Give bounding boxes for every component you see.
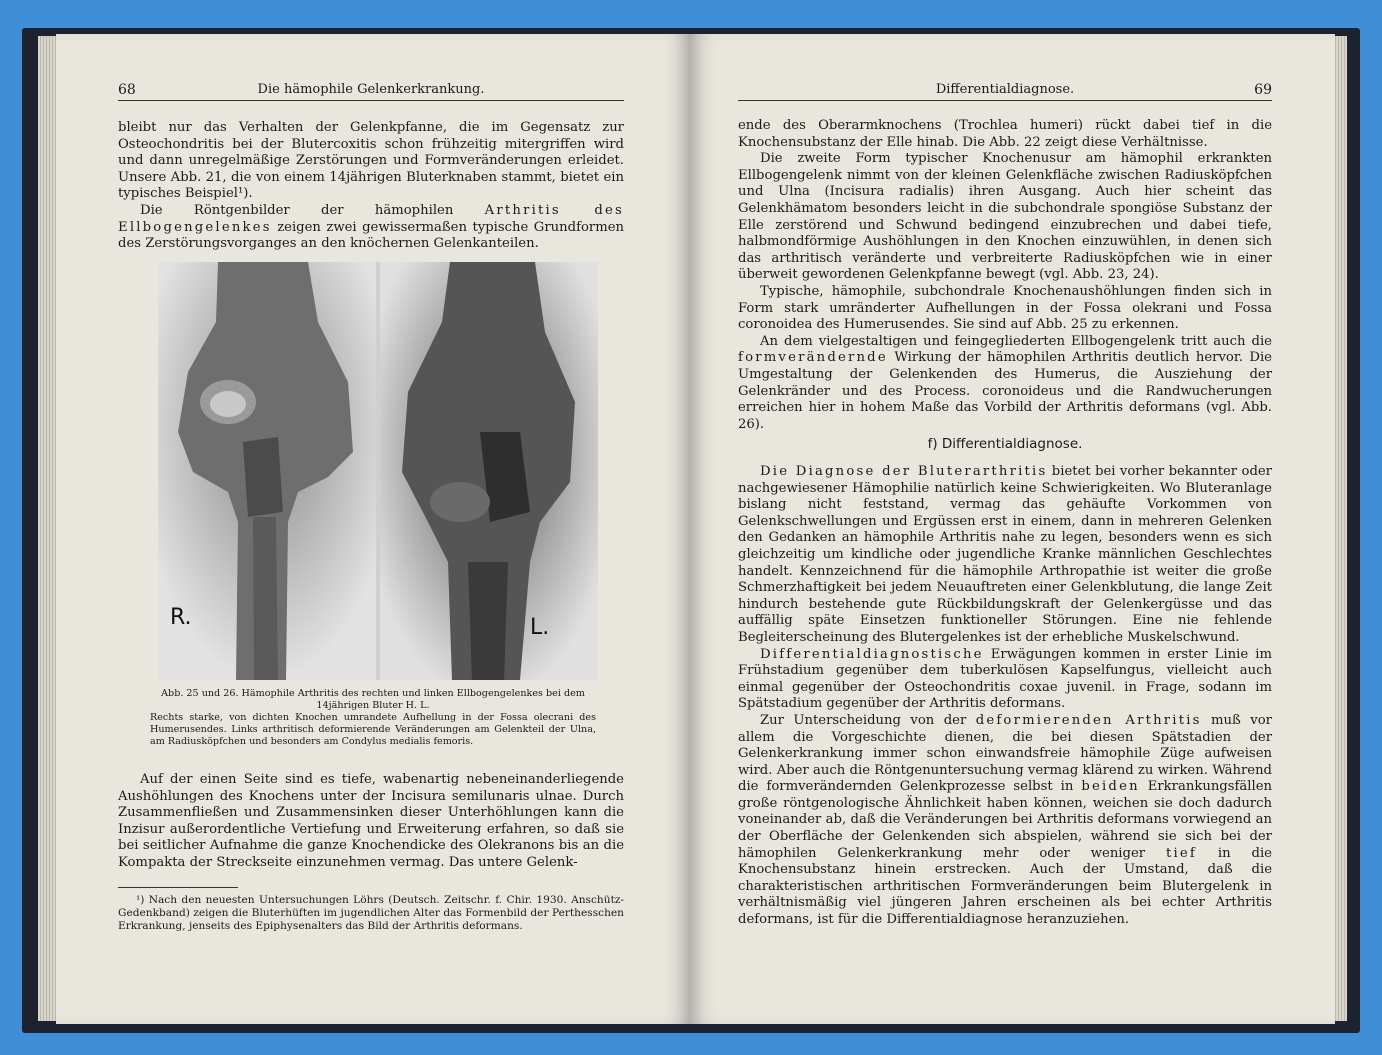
footnote — [118, 894, 624, 934]
running-head — [738, 82, 1272, 101]
running-title: Die hämophile Gelenkerkrankung. — [257, 82, 485, 97]
paragraph: Differentialdiagnostische Erwägungen kommen in erster Linie im Frühstadium gegenüber dem tuberkulösen Kapselfungus, vielleicht auch einmal gegenüber der Osteochondritis coxae juvenil. in Frage, sodann im Spätstadium gegenüber der Arthritis deformans. — [738, 646, 1272, 712]
xray-right-elbow — [158, 262, 376, 680]
right-page — [690, 34, 1335, 1024]
paragraph: Die Röntgenbilder der hämophilen Arthritis des Ellbogengelenkes zeigen zwei gewissermaßen typische Grundformen des Zerstörungsvorganges an den knöchernen Gelenkanteilen. — [118, 202, 624, 252]
running-head — [118, 82, 624, 101]
footnote-text: ¹) Nach den neuesten Untersuchungen Löhrs (Deutsch. Zeitschr. f. Chir. 1930. Anschütz-Gedenkband) zeigen die Bluterhüften im jugendlichen Alter das Formenbild der Perthesschen Erkrankung, jenseits des Epiphysenalters das Bild der Arthritis deformans. — [118, 894, 624, 933]
paragraph: bleibt nur das Verhalten der Gelenkpfanne, die im Gegensatz zur Osteochondritis bei der Blutercoxitis schon frühzeitig mitergriffen wird und dann unregelmäßige Zerstörungen und Formveränderungen erleidet. Unsere Abb. 21, die von einem 14jährigen Bluterknaben stammt, bietet ein typisches Beispiel¹). — [118, 120, 624, 202]
paragraph: Zur Unterscheidung von der deformierenden Arthritis muß vor allem die Vorgeschichte dienen, die bei diesen Spätstadien der Gelenkerkrankung immer schon einwandsfreie hämophile Züge aufweisen wird. Aber auch die Röntgenuntersuchung vermag klärend zu wirken. Während die formverändernden Gelenkprozesse selbst in beiden Erkrankungsfällen große röntgenologische Ähnlichkeit haben können, weichen sie doch dadurch voneinander ab, daß die Veränderungen bei Arthritis deformans vorwiegend an der Oberfläche der Gelenkenden sich abspielen, während sie sich bei der hämophilen Gelenkerkrankung mehr oder weniger tief in die Knochensubstanz hinein erstrecken. Auch der Umstand, daß die charakteristischen arthritischen Formveränderungen beim Blutergelenk in verhältnismäßig viel jüngeren Jahren erscheinen als bei echter Arthritis deformans, ist für die Differentialdiagnose heranzuziehen. — [738, 712, 1272, 928]
paragraph: ende des Oberarmknochens (Trochlea humeri) rückt dabei tief in die Knochensubstanz der Elle hinab. Die Abb. 22 zeigt diese Verhältnisse. — [738, 118, 1272, 150]
paragraph: Auf der einen Seite sind es tiefe, wabenartig nebeneinanderliegende Aushöhlungen des Knochens unter der Incisura semilunaris ulnae. Durch Zusammenfließen und Zusammensinken dieser Unterhöhlungen kann die Inzisur außerordentliche Vertiefung und Erweiterung erfahren, so daß sie bei seitlicher Aufnahme die ganze Knochendicke des Olekranons bis an die Kompakta der Streckseite einzunehmen vermag. Das untere Gelenk- — [118, 772, 624, 870]
xray-figure — [158, 262, 598, 680]
xray-left-elbow — [380, 262, 598, 680]
running-title: Differentialdiagnose. — [935, 82, 1075, 97]
paragraph: Die zweite Form typischer Knochenusur am hämophil erkrankten Ellbogengelenk nimmt von der kleinen Gelenkfläche zwischen Radiusköpfchen und Ulna (Incisura radialis) ihren Ausgang. Auch hier scheint das Gelenkhämatom besonders leicht in die subchondrale spongiöse Substanz der Elle zerstörend und Schwund bedingend einzubrechen und dabei tiefe, halbmondförmige Aushöhlungen in den Knochen einzuwühlen, in denen sich das arthritisch veränderte und verbreiterte Radiusköpfchen wie in einer überweit gewordenen Gelenkpfanne bewegt (vgl. Abb. 23, 24). — [738, 151, 1272, 283]
page-number: 68 — [118, 82, 136, 98]
label-l: L. — [530, 615, 550, 640]
body-text-bottom — [118, 772, 624, 872]
section-heading: f) Differentialdiagnose. — [927, 436, 1083, 452]
page-number: 69 — [1254, 82, 1272, 98]
page-stack-right — [1333, 36, 1347, 1021]
paragraph: Die Diagnose der Bluterarthritis bietet bei vorher bekannter oder nachgewiesener Hämophilie natürlich keine Schwierigkeiten. Wo Bluteranlage bislang nicht feststand, vermag das gehäufte Vorkommen von Gelenkschwellungen und Ergüssen erst in einem, dann in mehreren Gelenken den Gedanken an hämophile Arthritis nahe zu legen, besonders wenn es sich gleichzeitig um kindliche oder jugendliche Kranke männlichen Geschlechtes handelt. Kennzeichnend für die hämophile Arthropathie ist weiter die große Schmerzhaftigkeit bei jedem Neuauftreten einer Gelenkblutung, die lange Zeit hindurch bestehende gute Rückbildungskraft der Gelenkergüsse und das auffällig späte Einsetzen funktioneller Störungen. Eine nie fehlende Begleiterscheinung des Blutergelenkes ist der erhebliche Muskelschwund. — [738, 464, 1272, 645]
xray-image-right — [158, 262, 376, 680]
figure-caption — [150, 688, 596, 748]
paragraph: An dem vielgestaltigen und feingegliederten Ellbogengelenk tritt auch die formverändernde Wirkung der hämophilen Arthritis deutlich hervor. Die Umgestaltung der Gelenkenden des Humerus, die Ausziehung der Gelenkränder und des Process. coronoideus und die Randwucherungen erreichen hier in hohem Maße das Vorbild der Arthritis deformans (vgl. Abb. 26). — [738, 333, 1272, 432]
label-r: R. — [170, 605, 192, 630]
caption-description: Rechts starke, von dichten Knochen umrandete Aufhellung in der Fossa olecrani des Humerusendes. Links arthritisch deformierende Veränderungen am Gelenkteil der Ulna, am Radiusköpfchen und besonders am Condylus medialis femoris. — [150, 712, 596, 747]
body-text-top — [118, 120, 624, 253]
left-page — [56, 34, 690, 1024]
body-text-top — [738, 118, 1272, 433]
footnote-rule — [118, 887, 238, 888]
xray-image-left — [380, 262, 598, 680]
body-text-bottom — [738, 464, 1272, 929]
paragraph: Typische, hämophile, subchondrale Knochenaushöhlungen finden sich in Form stark umränderter Aufhellungen in der Fossa olekrani und Fossa coronoidea des Humerusendes. Sie sind auf Abb. 25 zu erkennen. — [738, 283, 1272, 333]
caption-title: Abb. 25 und 26. Hämophile Arthritis des rechten und linken Ellbogengelenkes bei dem 14jährigen Bluter H. L. — [161, 688, 585, 711]
